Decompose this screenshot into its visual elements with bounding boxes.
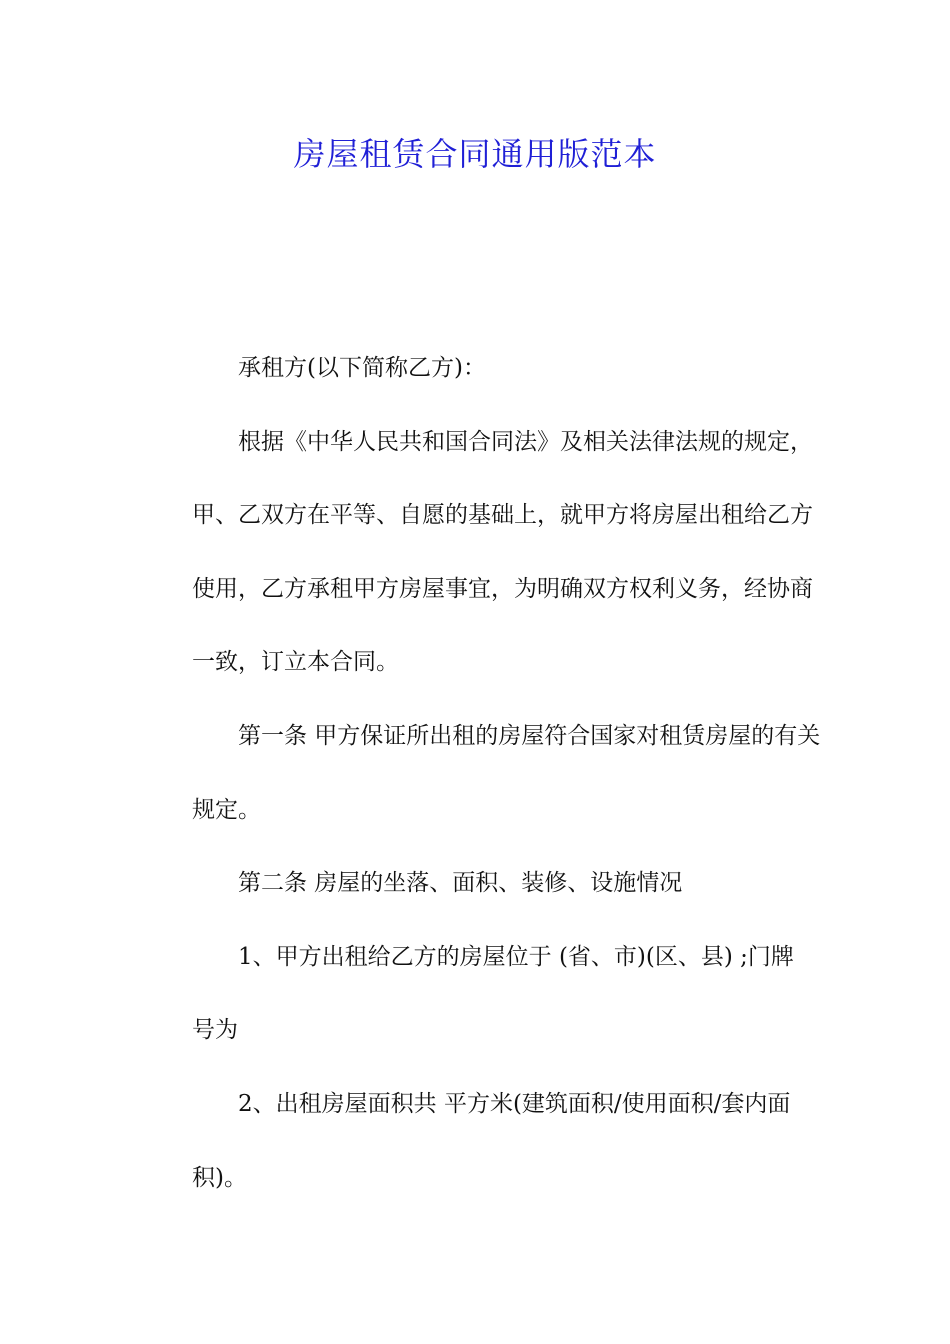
paragraph-article-2-item-2 bbox=[146, 1068, 806, 1215]
paragraph-line: 甲、乙双方在平等、自愿的基础上，就甲方将房屋出租给乙方 bbox=[192, 502, 813, 529]
document-body bbox=[146, 332, 821, 1215]
document-title: 房屋租赁合同通用版范本 bbox=[293, 135, 657, 173]
paragraph-article-2 bbox=[146, 847, 806, 921]
paragraph-line: 承租方(以下简称乙方)： bbox=[238, 355, 486, 381]
paragraph-preamble bbox=[146, 406, 813, 700]
paragraph-line: 积)。 bbox=[192, 1164, 247, 1191]
paragraph-line: 2、出租房屋面积共 平方米(建筑面积/使用面积/套内面 bbox=[238, 1090, 791, 1117]
paragraph-line: 使用，乙方承租甲方房屋事宜，为明确双方权利义务，经协商 bbox=[192, 575, 813, 602]
paragraph-article-1 bbox=[146, 700, 821, 847]
paragraph-line: 一致，订立本合同。 bbox=[192, 649, 399, 676]
paragraph-line: 号为 bbox=[192, 1017, 238, 1044]
paragraph-line: 根据《中华人民共和国合同法》及相关法律法规的规定， bbox=[238, 428, 813, 455]
paragraph-lessee bbox=[146, 332, 806, 406]
paragraph-article-2-item-1 bbox=[146, 921, 806, 1068]
paragraph-line: 1、甲方出租给乙方的房屋位于 (省、市)(区、县) ;门牌 bbox=[238, 943, 794, 970]
paragraph-line: 第二条 房屋的坐落、面积、装修、设施情况 bbox=[238, 870, 683, 897]
paragraph-line: 规定。 bbox=[192, 796, 261, 823]
paragraph-line: 第一条 甲方保证所出租的房屋符合国家对租赁房屋的有关 bbox=[238, 722, 821, 749]
